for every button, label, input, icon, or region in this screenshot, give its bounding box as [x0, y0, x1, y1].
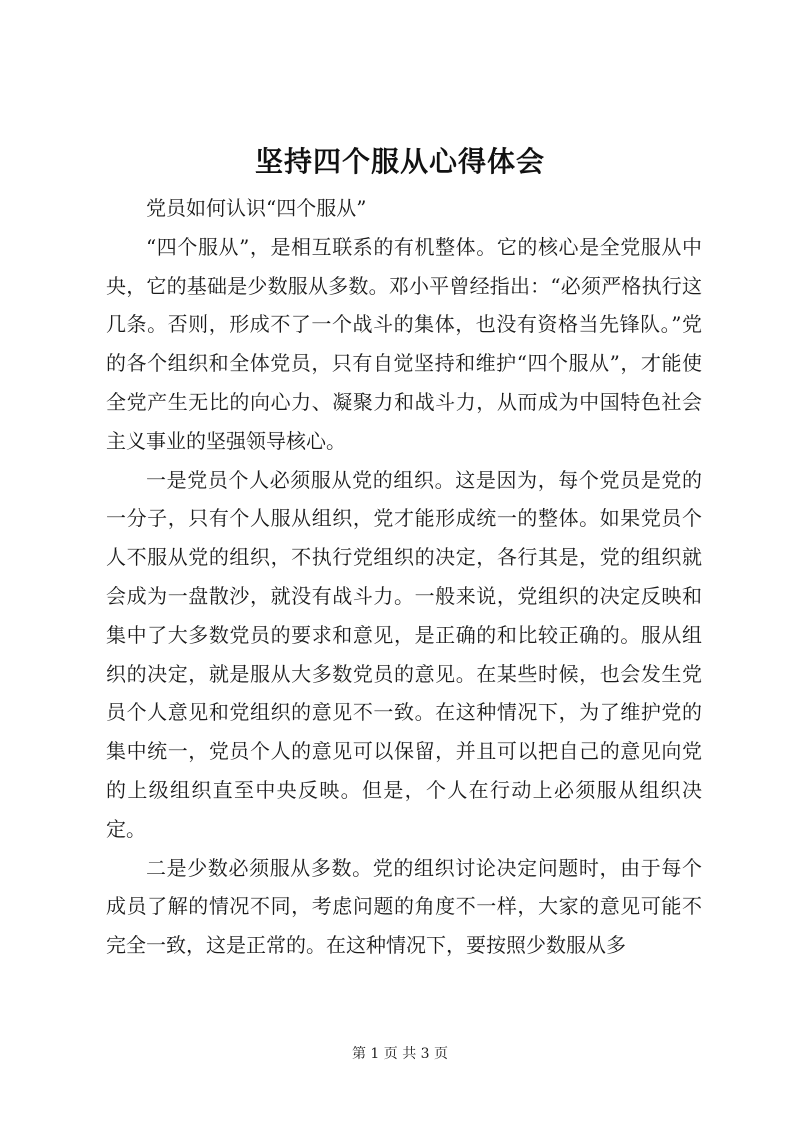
- paragraph-1: “四个服从”，是相互联系的有机整体。它的核心是全党服从中央，它的基础是少数服从多数。邓小平曾经指出：“必须严格执行这几条。否则，形成不了一个战斗的集体，也没有资格当先锋队。”党的各个组织和全体党员，只有自觉坚持和维护“四个服从”，才能使全党产生无比的向心力、凝聚力和战斗力，从而成为中国特色社会主义事业的坚强领导核心。: [106, 234, 702, 453]
- document-body: [106, 189, 702, 965]
- section-heading: 党员如何认识“四个服从”: [146, 196, 367, 220]
- document-title: 坚持四个服从心得体会: [254, 145, 545, 178]
- page-footer: 第 1 页 共 3 页: [351, 1046, 449, 1062]
- paragraph-2: 一是党员个人必须服从党的组织。这是因为，每个党员是党的一分子，只有个人服从组织，党才能形成统一的整体。如果党员个人不服从党的组织，不执行党组织的决定，各行其是，党的组织就会成为一盘散沙，就没有战斗力。一般来说，党组织的决定反映和集中了大多数党员的要求和意见，是正确的和比较正确的。服从组织的决定，就是服从大多数党员的意见。在某些时候，也会发生党员个人意见和党组织的意见不一致。在这种情况下，为了维护党的集中统一，党员个人的意见可以保留，并且可以把自己的意见向党的上级组织直至中央反映。但是，个人在行动上必须服从组织决定。: [106, 467, 702, 841]
- paragraph-3: 二是少数必须服从多数。党的组织讨论决定问题时，由于每个成员了解的情况不同，考虑问题的角度不一样，大家的意见可能不完全一致，这是正常的。在这种情况下，要按照少数服从多: [106, 855, 702, 958]
